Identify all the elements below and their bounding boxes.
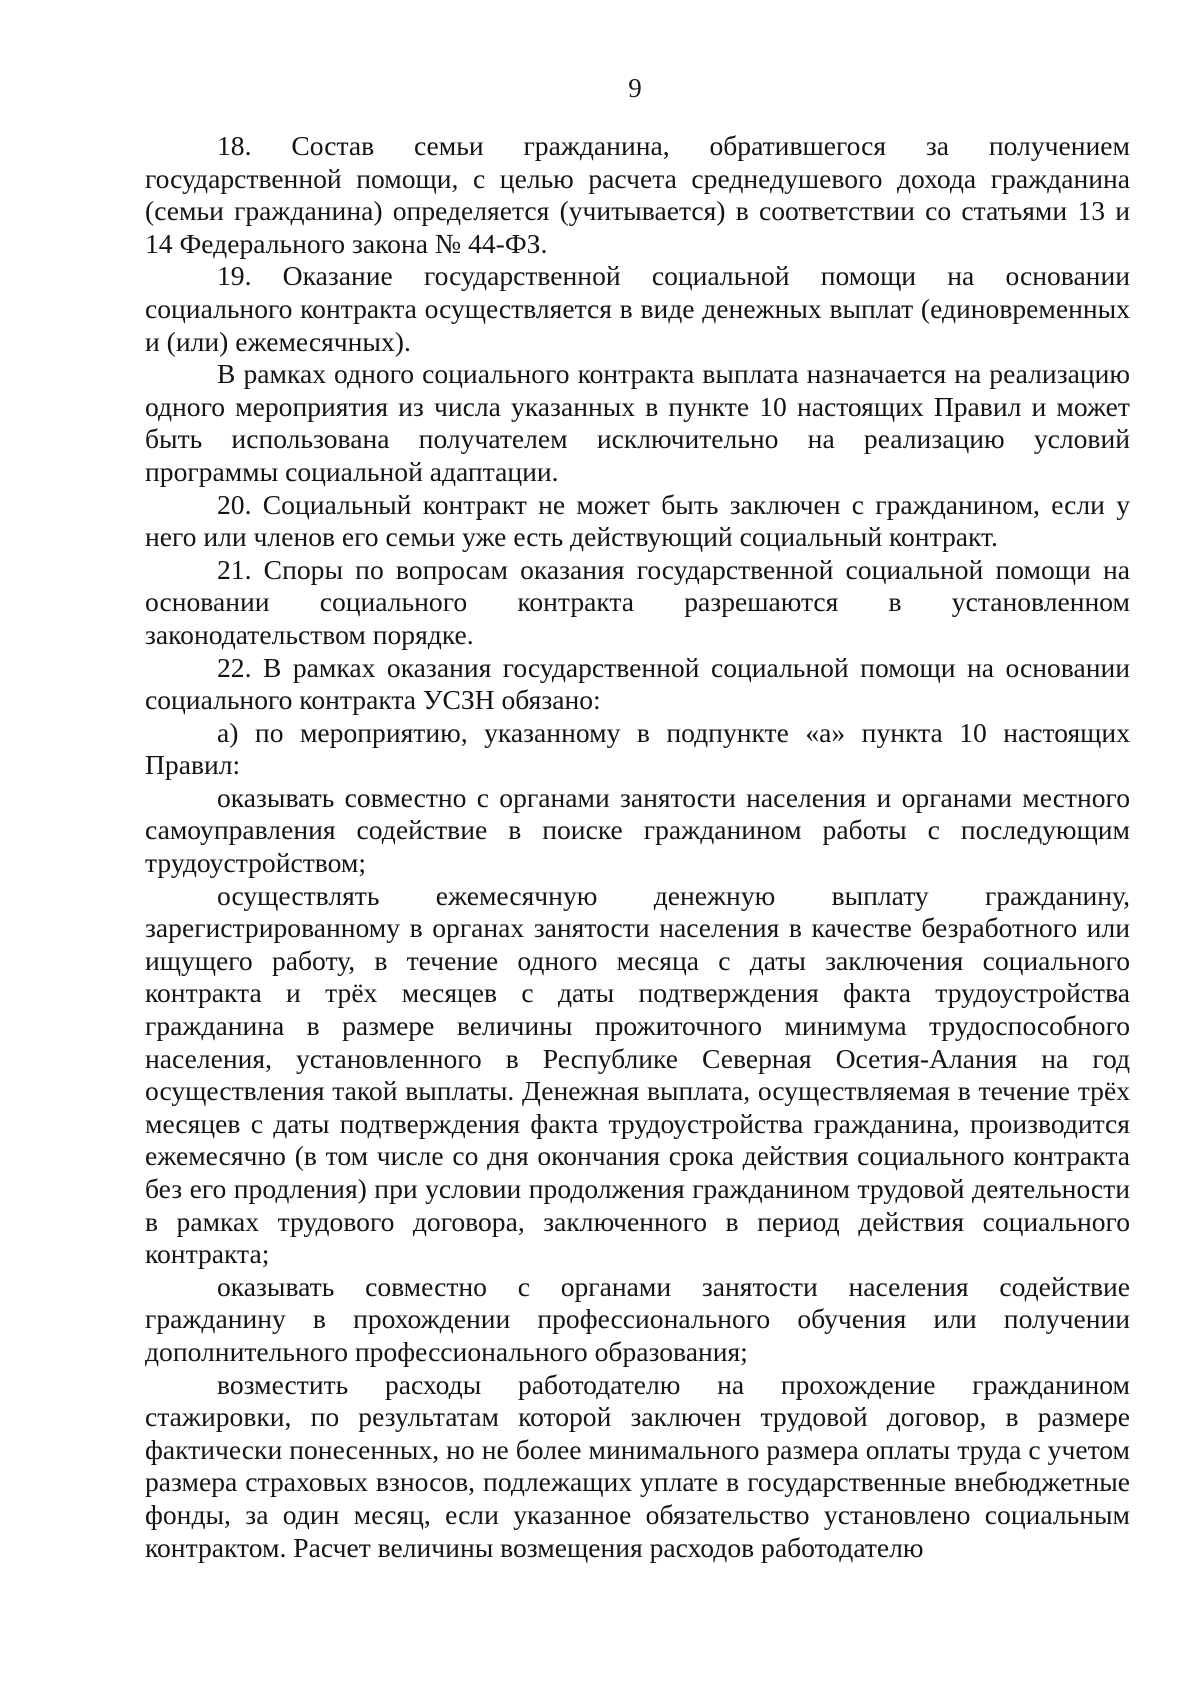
obligation-employment-assistance: оказывать совместно с органами занятости населения и органами местного самоуправления содействие в поиске гражданином работы с последующим трудоустройством; [145,781,1130,879]
obligation-monthly-payment: осуществлять ежемесячную денежную выплату гражданину, зарегистрированному в органах занятости населения в качестве безработного или ищущего работу, в течение одного месяца с даты заключения социального контракта и трёх месяцев с даты подтверждения факта трудоустройства гражданина в размере величины прожиточного минимума трудоспособного населения, установленного в Республике Северная Осетия-Алания на год осуществления такой выплаты. Денежная выплата, осуществляемая в течение трёх месяцев с даты подтверждения факта трудоустройства гражданина, производится ежемесячно (в том числе со дня окончания срока действия социального контракта без его продления) при условии продолжения гражданином трудовой деятельности в рамках трудового договора, заключенного в период действия социального контракта; [145,879,1130,1270]
subparagraph-a: а) по мероприятию, указанному в подпункте «а» пункта 10 настоящих Правил: [145,716,1130,781]
paragraph-18: 18. Состав семьи гражданина, обратившегося за получением государственной помощи, с целью расчета среднедушевого дохода гражданина (семьи гражданина) определяется (учитывается) в соответствии со статьями 13 и 14 Федерального закона № 44-ФЗ. [145,130,1130,259]
paragraph-19: 19. Оказание государственной социальной помощи на основании социального контракта осуществляется в виде денежных выплат (единовременных и (или) ежемесячных). [145,260,1130,357]
paragraph-19-continuation: В рамках одного социального контракта выплата назначается на реализацию одного мероприятия из числа указанных в пункте 10 настоящих Правил и может быть использована получателем исключительно на реализацию условий программы социальной адаптации. [145,358,1130,487]
document-body [145,130,1130,1564]
paragraph-21: 21. Споры по вопросам оказания государственной социальной помощи на основании социального контракта разрешаются в установленном законодательством порядке. [145,553,1130,650]
paragraph-20: 20. Социальный контракт не может быть заключен с гражданином, если у него или членов его семьи уже есть действующий социальный контракт. [145,488,1130,553]
obligation-training-assistance: оказывать совместно с органами занятости населения содействие гражданину в прохождении профессионального обучения или получении дополнительного профессионального образования; [145,1270,1130,1367]
obligation-employer-reimbursement: возместить расходы работодателю на прохождение гражданином стажировки, по результатам которой заключен трудовой договор, в размере фактически понесенных, но не более минимального размера оплаты труда с учетом размера страховых взносов, подлежащих уплате в государственные внебюджетные фонды, за один месяц, если указанное обязательство установлено социальным контрактом. Расчет величины возмещения расходов работодателю [145,1368,1130,1563]
paragraph-22: 22. В рамках оказания государственной социальной помощи на основании социального контракта УСЗН обязано: [145,651,1130,716]
page-number: 9 [628,73,642,103]
